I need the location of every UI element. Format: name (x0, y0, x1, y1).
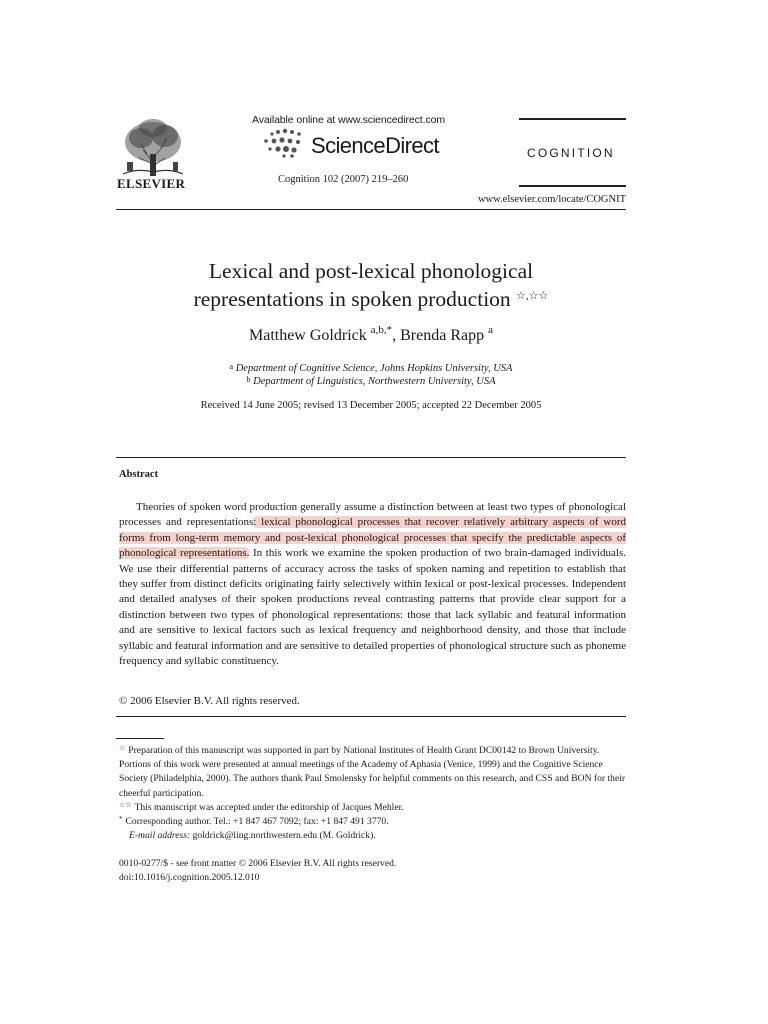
abstract-heading: Abstract (119, 469, 159, 480)
abstract-text-before: Theories of spoken word production generally assume a distinction between at least two types of phonological processes and representations (119, 501, 626, 529)
author-rapp-affiliation-marks: a (488, 324, 493, 336)
author-goldrick-affiliation-marks: a,b,* (370, 324, 393, 336)
issn-line: 0010-0277/$ - see front matter © 2006 Elsevier B.V. All rights reserved. (119, 858, 397, 869)
email-link[interactable]: goldrick@ling.northwestern.edu (M. Goldrick). (192, 830, 376, 842)
author-list: Matthew Goldrick $^{a,b,*}$, Brenda Rapp $^a$ (248, 324, 493, 344)
abstract-rule-top (116, 457, 626, 458)
author-goldrick[interactable]: Matthew Goldrick (248, 327, 367, 344)
journal-url-link[interactable]: www.elsevier.com/locate/COGNIT (477, 194, 626, 205)
title-line-2: representations in spoken production (193, 287, 511, 311)
sciencedirect-availability: Available online at www.sciencedirect.com (252, 114, 445, 126)
sciencedirect-logo-text: ScienceDirect (311, 133, 439, 158)
journal-name: COGNITION (527, 146, 615, 160)
front-matter (119, 857, 396, 885)
abstract-highlighted-text[interactable]: : lexical phonological processes that recover relatively arbitrary aspects of word forms from long-term memory and post-lexical phonological processes that specify the predictable aspects of phonological representations. (119, 516, 626, 560)
abstract-body (119, 500, 626, 669)
abstract-copyright: © 2006 Elsevier B.V. All rights reserved. (119, 695, 300, 707)
author-rapp[interactable]: Brenda Rapp (400, 327, 485, 344)
affiliation-a: $^a$ Department of Cognitive Science, Johns Hopkins University, USA (229, 362, 513, 374)
footnote-corresponding-author: * Corresponding author. Tel.: +1 847 467 7092; fax: +1 847 491 3770. (119, 815, 389, 828)
doi-link[interactable]: doi:10.1016/j.cognition.2005.12.010 (119, 872, 260, 883)
article-history-dates: Received 14 June 2005; revised 13 December 2005; accepted 22 December 2005 (200, 400, 542, 411)
affiliation-b: $^b$ Department of Linguistics, Northwestern University, USA (246, 375, 496, 387)
abstract-rule-bottom (116, 716, 626, 717)
header-divider (116, 209, 626, 210)
journal-citation: Cognition 102 (2007) 219–260 (278, 174, 409, 185)
footnote-editorship: ☆☆ This manuscript was accepted under the editorship of Jacques Mehler. (119, 800, 404, 813)
abstract-paragraph (119, 500, 626, 669)
affiliations (116, 362, 626, 388)
title-line-1: Lexical and post-lexical phonological (208, 259, 534, 283)
journal-rule-bottom (519, 185, 626, 187)
abstract-text-after: In this work we examine the spoken production of two brain-damaged individuals. We use their differential patterns of accuracy across the tasks of spoken naming and repetition to establish that they suffer from distinct deficits originating fairly selectively within lexical or post-lexical processes. Independent and detailed analyses of their spoken productions reveal contrasting patterns that provide clear support for a distinction between two types of phonological representations: those that lack syllabic and featural information and are sensitive to lexical factors such as lexical frequency and neighborhood density, and those that include syllabic and featural information and are sensitive to detailed properties of phonological structure such as phoneme frequency and syllabic constituency. (119, 547, 626, 668)
footnote-funding: ☆ Preparation of this manuscript was supported in part by National Institutes of Health Grant DC00142 to Brown University. Portions of this work were presented at annual meetings of the Academy of Aphasia (Venice, 1999) and the Cognitive Science Society (Philadelphia, 2000). The authors thank Paul Smolensky for helpful comments on this research, and CSS and BON for their cheerful participation. (119, 744, 626, 799)
footnote-rule (116, 738, 164, 739)
title-footnote-marks[interactable]: ☆,☆☆ (516, 290, 549, 302)
journal-rule-top (519, 118, 626, 120)
publisher-name: ELSEVIER (117, 176, 186, 191)
sciencedirect-dots-icon (262, 128, 310, 158)
article-title (116, 257, 626, 313)
footnote-email: E-mail address: goldrick@ling.northwestern.edu (M. Goldrick). (129, 830, 376, 842)
footnotes (119, 744, 626, 843)
